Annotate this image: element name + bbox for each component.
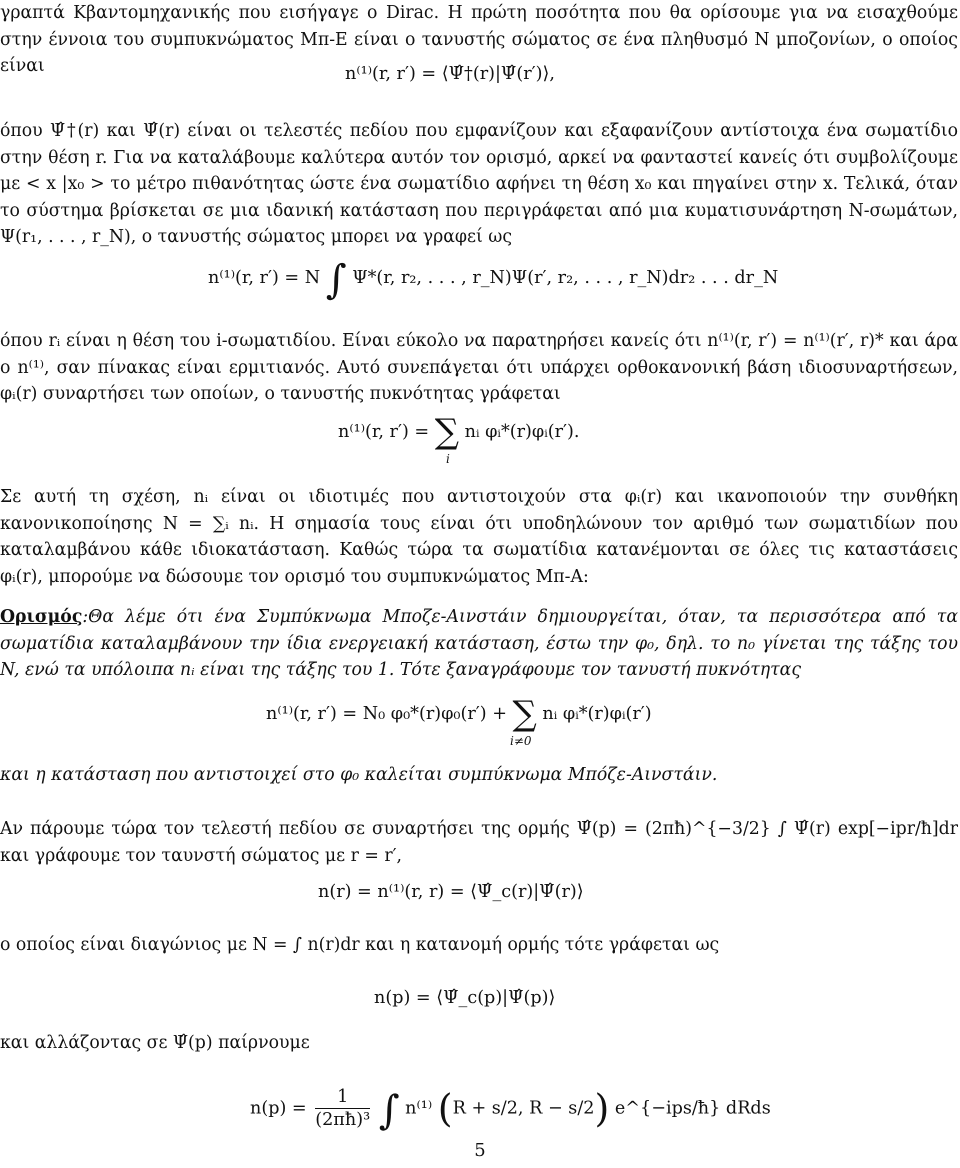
integral-sign: ∫	[378, 1087, 400, 1134]
paragraph-text: όπου Ψ̂†(r) και Ψ̂(r) είναι οι τελεστές πεδίου που εμφανίζουν και εξαφανίζουν αντίστοιχα ένα σωματίδιο στην θέση r. Για να καταλάβουμε καλύτερα αυτόν τον ορισμό, αρκεί να φανταστεί κανείς ότι συμβολίζουμε με < x |x₀ > το μέτρο πιθανότητας ώστε ένα σωματίδιο αφήνει τη θέση x₀ και πηγαίνει στην x. Τελικά, όταν το σύστημα βρίσκεται σε μια ιδανική κατάσταση που περιγράφεται από μια κυματισυνάρτηση N-σωμάτων, Ψ(r₁, . . . , r_N), ο τανυστής σώματος μπορει να γραφεί ως	[0, 121, 958, 247]
paragraph-text: γραπτά Κβαντομηχανικής που εισήγαγε ο Dirac. Η πρώτη ποσότητα που θα ορίσουμε για να εισαχθούμε στην έννοια του συμπυκνώματος Μπ-Ε είναι ο τανυστής σώματος σε ένα πληθυσμό N μποζονίων, ο οποίος είναι	[0, 3, 958, 76]
left-paren: (	[437, 1086, 453, 1131]
paragraph-text: ο οποίος είναι διαγώνιος με N = ∫ n(r)dr και η κατανομή ορμής τότε γράφεται ως	[0, 935, 720, 955]
equation-args: R + s/2, R − s/2	[452, 1098, 595, 1119]
fraction	[315, 1086, 370, 1131]
paragraph-eigenvalues	[0, 484, 958, 590]
equation-body-tensor	[345, 62, 555, 86]
sum-index: i	[446, 452, 450, 466]
equation-lhs: n(p) =	[250, 1098, 307, 1119]
equation-text: n(p) = ⟨Ψ̂_c(p)|Ψ̂(p)⟩	[374, 988, 556, 1008]
equation-fourier	[250, 1086, 771, 1134]
equation-lhs: n⁽¹⁾(r, r′) = N	[208, 268, 321, 288]
equation-eigen-expansion	[338, 412, 580, 452]
definition-block	[0, 604, 958, 684]
definition-title: Ορισμός	[0, 607, 83, 627]
paragraph-text: και αλλάζοντας σε Ψ̂(p) παίρνουμε	[0, 1033, 310, 1053]
equation-text: n⁽¹⁾(r, r′) = ⟨Ψ̂†(r)|Ψ̂(r′)⟩,	[345, 64, 555, 84]
fraction-denominator: (2πħ)³	[315, 1110, 371, 1130]
sum-sign: ∑	[434, 412, 460, 452]
equation-n-body-integral	[208, 257, 779, 303]
paragraph-text: Σε αυτή τη σχέση, nᵢ είναι οι ιδιοτιμές που αντιστοιχούν στα φᵢ(r) και ικανοποιούν την συνθήκη κανονικοποίησης N = ∑ᵢ nᵢ. Η σημασία τους είναι ότι υποδηλώνουν τον αριθμό των σωματιδίων που καταλαμβάνου κάθε ιδιοκατάσταση. Καθώς τώρα τα σωματίδια κατανέμονται σε όλες τις καταστάσεις φᵢ(r), μπορούμε να δώσουμε τον ορισμό του συμπυκνώματος Μπ-Α:	[0, 487, 958, 587]
equation-density	[318, 880, 584, 904]
equation-rhs: nᵢ φᵢ*(r)φᵢ(r′)	[542, 704, 652, 724]
fraction-numerator: 1	[315, 1086, 370, 1109]
right-paren: )	[594, 1086, 610, 1131]
equation-condensate-density	[266, 694, 652, 734]
equation-term: n⁽¹⁾	[405, 1098, 433, 1119]
definition-body: :Θα λέμε ότι ένα Συμπύκνωμα Μποζε-Αινστάιν δημιουργείται, όταν, τα περισσότερα από τα σωματίδια καταλαμβάνουν την ίδια ενεργειακή κατάσταση, έστω την φ₀, δηλ. το n₀ γίνεται της τάξης του N, ενώ τα υπόλοιπα nᵢ είναι της τάξης του 1. Τότε ξαναγράφουμε τον τανυστή πυκνότητας	[0, 607, 958, 680]
equation-momentum-density	[374, 986, 555, 1010]
equation-text: n(r) = n⁽¹⁾(r, r) = ⟨Ψ̂_c(r)|Ψ̂(r)⟩	[318, 882, 584, 902]
sum-index: i≠0	[510, 734, 532, 748]
paragraph-text: Αν πάρουμε τώρα τον τελεστή πεδίου σε συναρτήσει της ορμής Ψ̂(p) = (2πħ)^{−3/2} ∫ Ψ̂(r) exp[−ipr/ħ]dr και γράφουμε τον ταυνστή σώματος με r = r′,	[0, 819, 958, 866]
paragraph-text: όπου rᵢ είναι η θέση του i-σωματιδίου. Είναι εύκολο να παρατηρήσει κανείς ότι n⁽¹⁾(r, r′) = n⁽¹⁾(r′, r)* και άρα ο n⁽¹⁾, σαν πίνακας είναι ερμιτιανός. Αυτό συνεπάγεται ότι υπάρχει ορθοκανονική βάση ιδιοσυναρτήσεων, φᵢ(r) συναρτήσει των οποίων, ο τανυστής πυκνότητας γράφεται	[0, 331, 958, 404]
page-number: 5	[474, 1140, 486, 1161]
paragraph-momentum-operator	[0, 816, 958, 869]
paragraph-field-operators	[0, 118, 958, 251]
equation-lhs: n⁽¹⁾(r, r′) = N₀ φ₀*(r)φ₀(r′) +	[266, 704, 507, 724]
equation-tail: e^{−ips/ħ} dRds	[614, 1098, 771, 1119]
equation-rhs: nᵢ φᵢ*(r)φᵢ(r′).	[464, 422, 580, 442]
definition-text	[0, 604, 958, 684]
paragraph-diagonal	[0, 932, 958, 959]
paragraph-hermitian	[0, 328, 958, 408]
paragraph-change	[0, 1030, 958, 1057]
integral-sign: ∫	[325, 257, 347, 303]
paragraph-condensate	[0, 762, 958, 789]
paragraph-text: και η κατάσταση που αντιστοιχεί στο φ₀ καλείται συμπύκνωμα Μπόζε-Αινστάιν.	[0, 765, 718, 785]
equation-lhs: n⁽¹⁾(r, r′) =	[338, 422, 430, 442]
sum-sign: ∑	[512, 694, 537, 734]
equation-rhs: Ψ*(r, r₂, . . . , r_N)Ψ(r′, r₂, . . . , r_N)dr₂ . . . dr_N	[352, 268, 779, 288]
